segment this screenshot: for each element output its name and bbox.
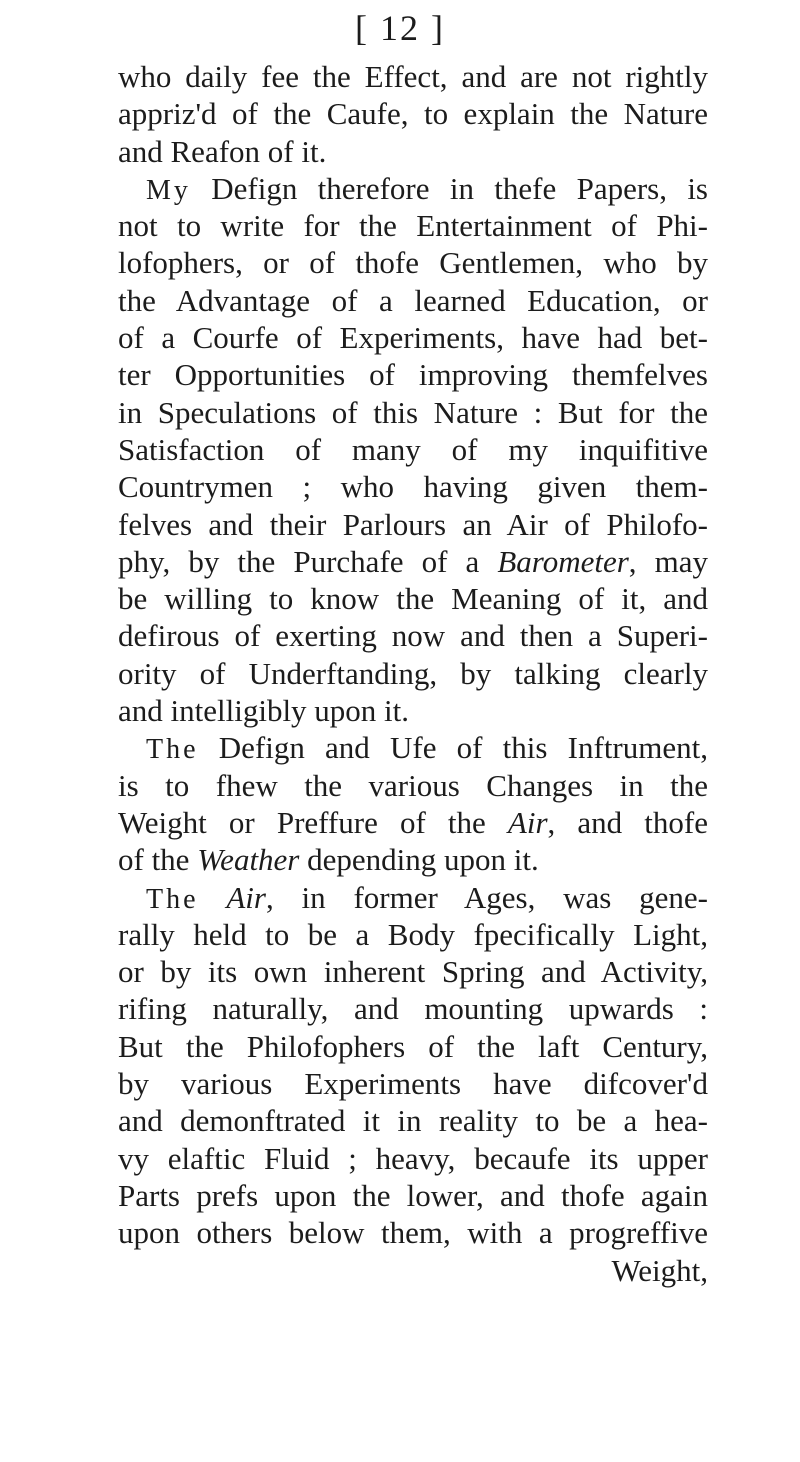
text-line: rally held to be a Body fpecifically Light, xyxy=(118,916,708,952)
paragraph-start-line: The Air, in former Ages, was gene- xyxy=(146,879,708,915)
italic-term: Weather xyxy=(197,842,300,878)
text-line: phy, by the Purchafe of a Barometer, may xyxy=(118,543,709,579)
text-line: upon others below them, with a progreffive xyxy=(118,1215,708,1251)
small-caps-lead: My xyxy=(146,174,191,206)
italic-term: Air xyxy=(507,804,548,840)
small-caps-lead: The xyxy=(146,883,199,915)
text-line: Satisfaction of many of my inquifitive xyxy=(118,431,708,467)
page-number: [ 12 ] xyxy=(355,8,445,48)
text-line: and intelligibly upon it. xyxy=(118,693,410,729)
text-line: lofophers, or of thofe Gentlemen, who by xyxy=(118,245,708,281)
text-line: in Speculations of this Nature : But for the xyxy=(118,394,708,430)
paragraph-start-line: The Defign and Ufe of this Inftrument, xyxy=(146,730,708,766)
italic-term: Air xyxy=(226,879,266,915)
text-line: is to fhew the various Changes in the xyxy=(118,767,708,803)
body-text xyxy=(118,58,708,1289)
text-line: and Reafon of it. xyxy=(118,133,327,169)
text-line: rifing naturally, and mounting upwards : xyxy=(118,991,708,1027)
text-line: Weight or Preffure of the Air, and thofe xyxy=(118,804,708,840)
text-line: Countrymen ; who having given them- xyxy=(118,469,708,505)
text-line: vy elaftic Fluid ; heavy, becaufe its upper xyxy=(118,1140,708,1176)
text-line: Parts prefs upon the lower, and thofe again xyxy=(118,1177,708,1213)
text-line: not to write for the Entertainment of Phi- xyxy=(118,208,708,244)
text-line: ter Opportunities of improving themfelves xyxy=(118,357,708,393)
text-line: defirous of exerting now and then a Superi- xyxy=(118,618,708,654)
text-line: be willing to know the Meaning of it, and xyxy=(118,581,708,617)
text-line: of the Weather depending upon it. xyxy=(118,842,539,878)
text-line: But the Philofophers of the laft Century, xyxy=(118,1028,708,1064)
text-line: felves and their Parlours an Air of Philofo- xyxy=(118,506,708,542)
text-line: appriz'd of the Caufe, to explain the Nature xyxy=(118,96,708,132)
small-caps-lead: The xyxy=(146,734,199,766)
text-line: of a Courfe of Experiments, have had bet- xyxy=(118,320,708,356)
text-line: who daily fee the Effect, and are not rightly xyxy=(118,59,708,94)
text-line: by various Experiments have difcover'd xyxy=(118,1066,708,1102)
text-line: or by its own inherent Spring and Activity, xyxy=(118,954,708,990)
paragraph-start-line: My Defign therefore in thefe Papers, is xyxy=(146,170,708,206)
text-line: and demonftrated it in reality to be a hea- xyxy=(118,1103,708,1139)
italic-term: Barometer xyxy=(497,543,629,579)
catchword: Weight, xyxy=(611,1252,708,1288)
text-line: the Advantage of a learned Education, or xyxy=(118,282,708,318)
text-line: ority of Underftanding, by talking clearly xyxy=(118,655,708,691)
